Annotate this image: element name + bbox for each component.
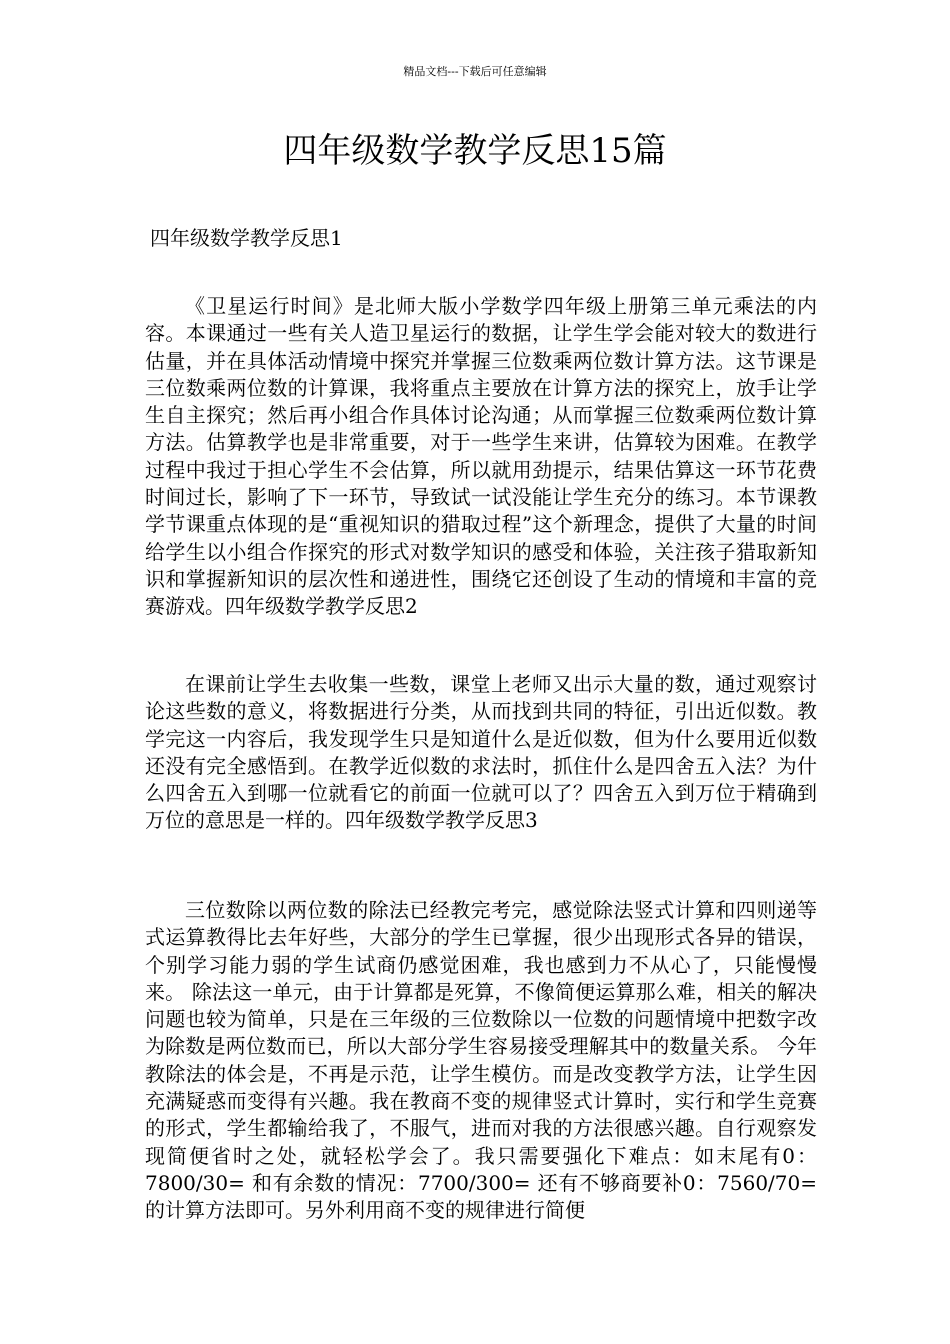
paragraph-2 [145, 671, 817, 835]
section-heading-1: 四年级数学教学反思1 [150, 226, 343, 250]
paragraph-1 [145, 293, 817, 621]
paragraph-2-body: 在课前让学生去收集一些数，课堂上老师又出示大量的数，通过观察讨论这些数的意义，将数据进行分类，从而找到共同的特征，引出近似数。教学完这一内容后，我发现学生只是知道什么是近似数，但为什么要用近似数还没有完全感悟到。在教学近似数的求法时，抓住什么是四舍五入法？为什么四舍五入到哪一位就看它的前面一位就可以了？四舍五入到万位于精确到万位的意思是一样的。 [145, 672, 817, 833]
paragraph-1-body: 《卫星运行时间》是北师大版小学数学四年级上册第三单元乘法的内容。本课通过一些有关人造卫星运行的数据，让学生学会能对较大的数进行估量，并在具体活动情境中探究并掌握三位数乘两位数计算方法。这节课是三位数乘两位数的计算课，我将重点主要放在计算方法的探究上，放手让学生自主探究；然后再小组合作具体讨论沟通；从而掌握三位数乘两位数计算方法。估算教学也是非常重要，对于一些学生来讲，估算较为困难。在教学过程中我过于担心学生不会估算，所以就用劲提示，结果估算这一环节花费时间过长，影响了下一环节，导致试一试没能让学生充分的练习。本节课教学节课重点体现的是“重视知识的猎取过程”这个新理念，提供了大量的时间给学生以小组合作探究的形式对数学知识的感受和体验，关注孩子猎取新知识和掌握新知识的层次性和递进性，围绕它还创设了生动的情境和丰富的竞赛游戏。 [145, 294, 817, 619]
section-heading-3: 四年级数学教学反思3 [345, 808, 538, 833]
paragraph-3 [145, 897, 817, 1225]
paragraph-3-body: 三位数除以两位数的除法已经教完考完，感觉除法竖式计算和四则递等式运算教得比去年好些，大部分的学生已掌握，很少出现形式各异的错误，个别学习能力弱的学生试商仍感觉困难，我也感到力不从心了，只能慢慢来。 除法这一单元，由于计算都是死算，不像简便运算那么难，相关的解决问题也较为简单，只是在三年级的三位数除以一位数的问题情境中把数字改为除数是两位数而已，所以大部分学生容易接受理解其中的数量关系。 今年教除法的体会是，不再是示范，让学生模仿。而是改变教学方法，让学生因充满疑惑而变得有兴趣。我在教商不变的规律竖式计算时，实行和学生竞赛的形式，学生都输给我了，不服气，进而对我的方法很感兴趣。自行观察发现简便省时之处，就轻松学会了。我只需要强化下难点：如末尾有0：7800/30= 和有余数的情况：7700/300= 还有不够商要补0：7560/70= 的计算方法即可。另外利用商不变的规律进行简便 [145, 898, 817, 1223]
document-title: 四年级数学教学反思15篇 [283, 131, 667, 171]
header-note: 精品文档---下载后可任意编辑 [403, 65, 547, 78]
section-heading-2: 四年级数学教学反思2 [225, 594, 418, 619]
